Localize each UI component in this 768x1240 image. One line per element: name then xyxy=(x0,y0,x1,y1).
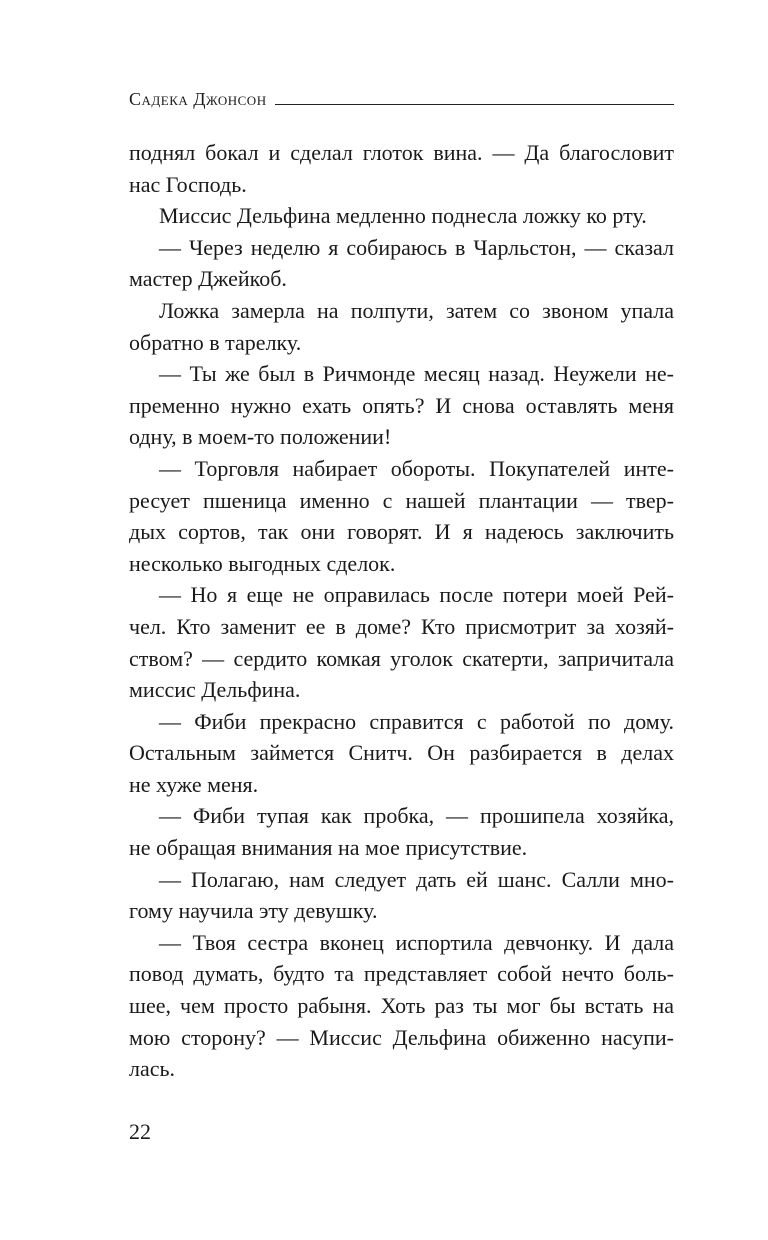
text-line: миссис Дельфина. xyxy=(129,677,301,703)
text-line: — Ты же был в Ричмонде месяц назад. Неужели не- xyxy=(159,361,674,387)
text-line: — Полагаю, нам следует дать ей шанс. Салли мно- xyxy=(159,866,674,892)
text-line: мою сторону? — Миссис Дельфина обиженно насупи- xyxy=(129,1024,674,1050)
text-line: Миссис Дельфина медленно поднесла ложку ко рту. xyxy=(159,203,647,229)
text-line: ством? — сердито комкая уголок скатерти, запричитала xyxy=(129,645,674,671)
text-line: — Фиби тупая как пробка, — прошипела хозяйка, xyxy=(159,803,674,829)
text-line: несколько выгодных сделок. xyxy=(129,550,396,576)
text-line: шее, чем просто рабыня. Хоть раз ты мог бы встать на xyxy=(129,993,674,1019)
text-line: гому научила эту девушку. xyxy=(129,898,378,924)
text-line: дых сортов, так они говорят. И я надеюсь заключить xyxy=(129,519,674,545)
running-head-rule xyxy=(275,104,674,105)
text-line: Ложка замерла на полпути, затем со звоном упала xyxy=(159,297,674,323)
text-line: поднял бокал и сделал глоток вина. — Да благословит xyxy=(129,140,674,165)
text-line: — Торговля набирает обороты. Покупателей инте- xyxy=(159,455,674,481)
text-line: не хуже меня. xyxy=(129,771,259,797)
running-head xyxy=(129,88,674,110)
text-line: чел. Кто заменит ее в доме? Кто присмотрит за хозяй- xyxy=(129,613,674,639)
text-line: пременно нужно ехать опять? И снова оставлять меня xyxy=(129,392,674,418)
text-line: обратно в тарелку. xyxy=(129,329,302,355)
text-line: лась. xyxy=(129,1056,176,1082)
running-head-author: Садека Джонсон xyxy=(129,89,267,109)
page-number: 22 xyxy=(129,1119,151,1144)
text-line: — Твоя сестра вконец испортила девчонку. И дала xyxy=(159,929,674,955)
text-line: — Фиби прекрасно справится с работой по дому. xyxy=(159,708,674,734)
text-line: нас Господь. xyxy=(129,171,247,197)
text-line: — Но я еще не оправилась после потери моей Рей- xyxy=(159,582,674,608)
text-line: мастер Джейкоб. xyxy=(129,266,287,292)
text-line: не обращая внимания на мое присутствие. xyxy=(129,835,528,861)
text-line: ресует пшеница именно с нашей плантации — твер- xyxy=(129,487,674,513)
text-line: Остальным займется Снитч. Он разбирается в делах xyxy=(129,740,674,766)
text-line: повод думать, будто та представляет собой нечто боль- xyxy=(129,961,674,987)
body-text xyxy=(129,137,674,1085)
text-line: одну, в моем-то положении! xyxy=(129,424,392,450)
text-line: — Через неделю я собираюсь в Чарльстон, — сказал xyxy=(159,234,674,260)
